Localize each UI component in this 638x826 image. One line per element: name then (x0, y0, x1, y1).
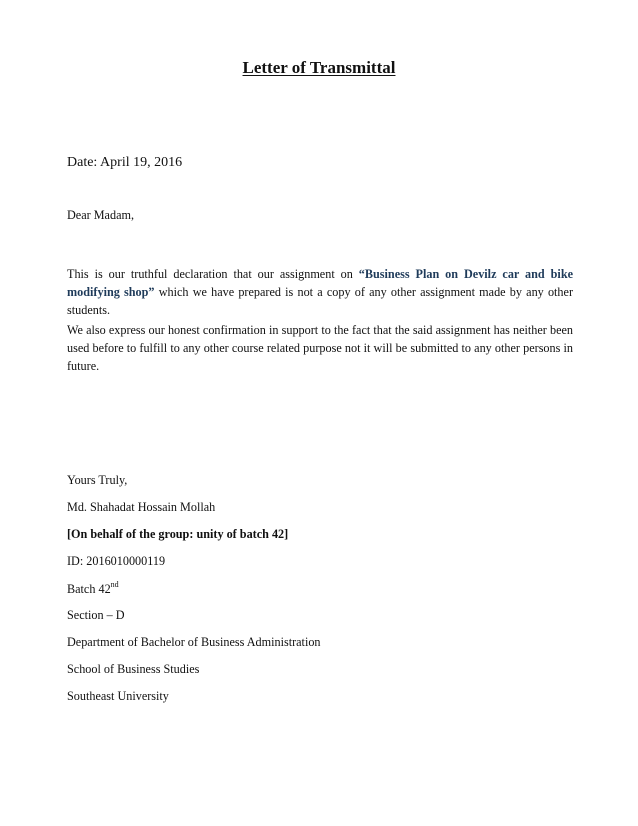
section: Section – D (67, 608, 125, 622)
letter-title: Letter of Transmittal (242, 58, 396, 77)
paragraph-declaration (67, 265, 573, 319)
batch-number: Batch 42 (67, 582, 111, 596)
paragraph-confirmation: We also express our honest confirmation in support to the fact that the said assignment has neither been used before to fulfill to any other course related purpose not it will be submitted to any other persons in future. (67, 323, 573, 373)
signer-name: Md. Shahadat Hossain Mollah (67, 500, 216, 514)
paragraph-declaration-end: which we have prepared is not a copy of any other assignment made by any other students. (67, 285, 573, 317)
department: Department of Bachelor of Business Administration (67, 635, 321, 649)
letter-date: Date: April 19, 2016 (67, 155, 183, 170)
school: School of Business Studies (67, 662, 200, 676)
assignment-title: “Business Plan on Devilz car and bike modifying shop” (67, 267, 574, 299)
student-id: ID: 2016010000119 (67, 554, 166, 568)
closing: Yours Truly, (67, 473, 128, 487)
paragraph-declaration-start: This is our truthful declaration that our assignment on (67, 267, 359, 281)
group-note: [On behalf of the group: unity of batch 42] (67, 527, 289, 541)
batch (67, 580, 573, 598)
university: Southeast University (67, 689, 169, 703)
salutation: Dear Madam, (67, 208, 135, 222)
batch-ordinal-suffix: nd (110, 579, 119, 589)
